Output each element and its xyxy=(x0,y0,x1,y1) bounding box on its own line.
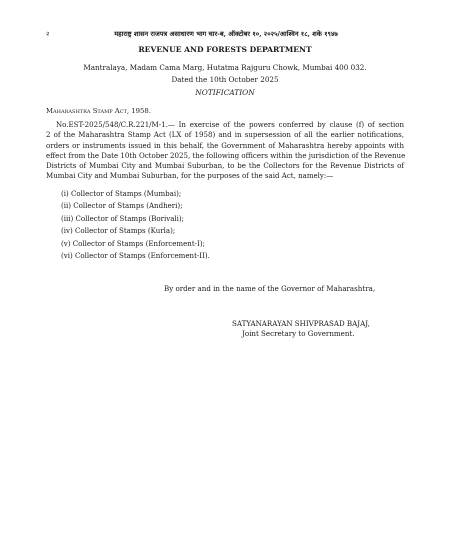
body-line: No.EST-2025/548/C.R.221/M-1.— In exercise of the powers conferred by clause (f) of section xyxy=(56,120,404,129)
signatory-name: SATYANARAYAN SHIVPRASAD BAJAJ, xyxy=(232,318,370,328)
list-item: (vi) Collector of Stamps (Enforcement-II). xyxy=(61,251,210,261)
act-reference: Maharashtra Stamp Act, 1958. xyxy=(46,107,152,115)
list-item: (ii) Collector of Stamps (Andheri); xyxy=(61,201,183,211)
list-item: (i) Collector of Stamps (Mumbai); xyxy=(61,188,182,198)
notification-heading: NOTIFICATION xyxy=(195,88,255,97)
page-number: २ xyxy=(46,30,50,38)
body-line: Districts of Mumbai City and Mumbai Suburban, to be the Collectors for the Revenue Districts of xyxy=(46,161,404,171)
notification-body xyxy=(46,120,404,182)
notification-date: Dated the 10th October 2025 xyxy=(171,75,279,84)
signatory-designation: Joint Secretary to Government. xyxy=(242,328,355,338)
body-line: Mumbai City and Mumbai Suburban, for the purposes of the said Act, namely:— xyxy=(46,171,334,181)
body-line: orders or instruments issued in this behalf, the Government of Maharashtra hereby appoints with xyxy=(46,140,404,150)
running-title: महाराष्ट्र शासन राजपत्र असाधारण भाग चार-ब, ऑक्टोबर १०, २०२५/आश्विन १८, शके १९४७ xyxy=(114,30,338,38)
running-header xyxy=(46,30,404,39)
body-line: 2 of the Maharashtra Stamp Act (LX of 1958) and in supersession of all the earlier notifications, xyxy=(46,130,404,140)
officer-list xyxy=(46,188,404,263)
closing-line: By order and in the name of the Governor of Maharashtra, xyxy=(164,283,376,293)
body-line: effect from the Date 10th October 2025, the following officers within the jurisdiction of the Revenue xyxy=(46,150,406,160)
list-item: (iii) Collector of Stamps (Borivali); xyxy=(61,213,185,223)
department-title: REVENUE AND FORESTS DEPARTMENT xyxy=(138,45,312,54)
department-address: Mantralaya, Madam Cama Marg, Hutatma Rajguru Chowk, Mumbai 400 032. xyxy=(83,63,367,72)
list-item: (iv) Collector of Stamps (Kurla); xyxy=(61,226,176,236)
list-item: (v) Collector of Stamps (Enforcement-I); xyxy=(61,238,205,248)
